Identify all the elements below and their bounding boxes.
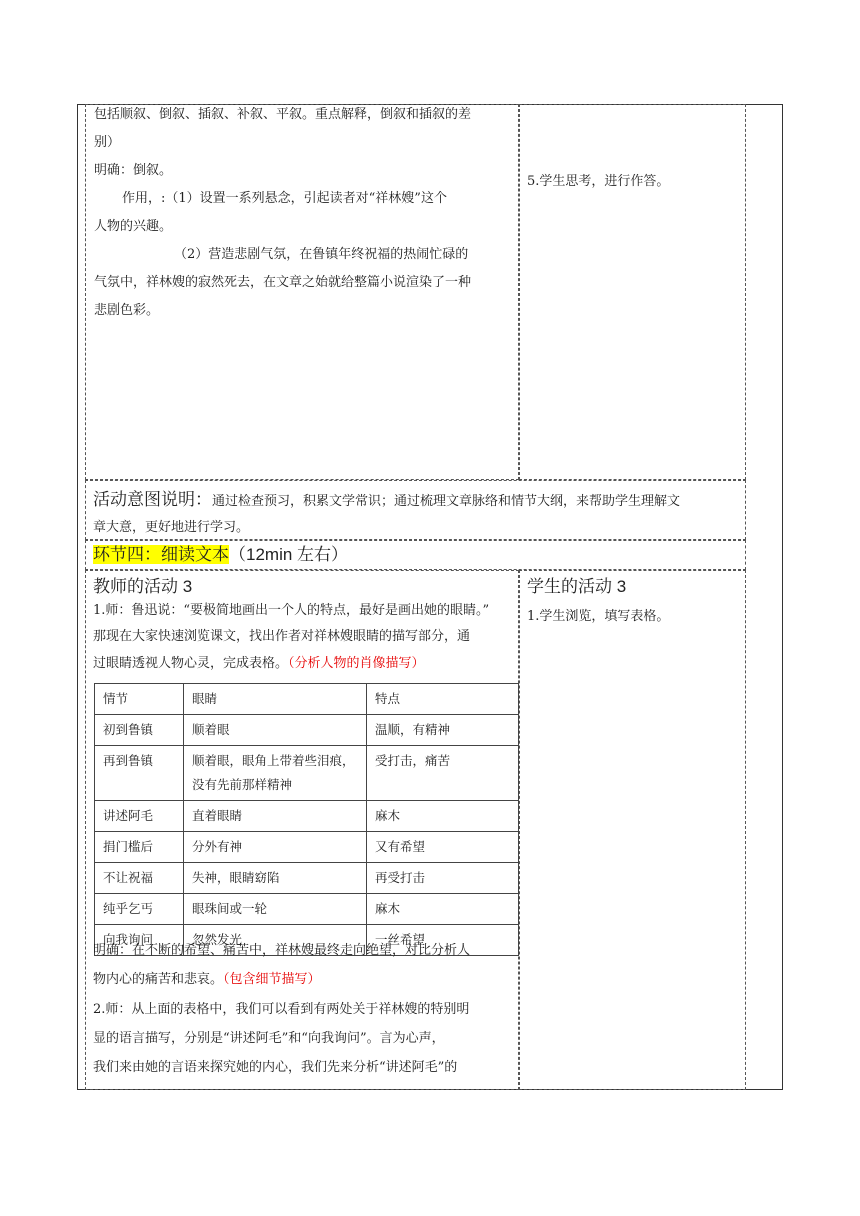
teacher-p2-line1: 明确：在不断的希望、痛苦中，祥林嫂最终走向绝望，对比分析人: [93, 943, 471, 958]
table-cell: 捐门槛后: [95, 832, 184, 863]
intent-block: [93, 486, 680, 516]
table-cell: 分外有神: [184, 832, 367, 863]
table-header: 情节: [95, 684, 184, 715]
table-cell: 不让祝福: [95, 863, 184, 894]
student-activity-text: 1.学生浏览，填写表格。: [527, 609, 670, 624]
teacher-p1-line2: 那现在大家快速浏览课文，找出作者对祥林嫂眼睛的描写部分，通: [93, 629, 471, 644]
portrait-note: （分析人物的肖像描写）: [288, 656, 425, 671]
upper-line-5: 人物的兴趣。: [94, 219, 173, 234]
table-cell: 又有希望: [367, 832, 519, 863]
teacher-p2-line2: 物内心的痛苦和悲哀。（包含细节描写）: [93, 972, 321, 987]
table-cell: 向我询问: [95, 925, 184, 956]
upper-line-2: 别）: [94, 135, 121, 150]
table-row: [95, 746, 519, 801]
upper-line-8: 悲剧色彩。: [94, 303, 160, 318]
table-header: 眼睛: [184, 684, 367, 715]
section-time: （12min 左右）: [229, 545, 349, 564]
table-cell: 眼珠间或一轮: [184, 894, 367, 925]
upper-line-7: 气氛中，祥林嫂的寂然死去，在文章之始就给整篇小说渲染了一种: [94, 275, 472, 290]
table-cell: 忽然发光: [184, 925, 367, 956]
upper-line-4: 作用，:（1）设置一系列悬念，引起读者对“祥林嫂”这个: [122, 191, 447, 206]
upper-line-1: 包括顺叙、倒叙、插叙、补叙、平叙。重点解释，倒叙和插叙的差: [94, 107, 472, 122]
table-row: [95, 894, 519, 925]
table-row: [95, 863, 519, 894]
table-row: [95, 832, 519, 863]
teacher-p1-line1: 1.师：鲁迅说：“要极简地画出一个人的特点，最好是画出她的眼睛。”: [93, 603, 490, 618]
teacher-p3-line1: 2.师：从上面的表格中，我们可以看到有两处关于祥林嫂的特别明: [93, 1002, 470, 1017]
table-header-row: [95, 684, 519, 715]
intent-text-2: 章大意，更好地进行学习。: [93, 520, 250, 535]
upper-line-6: （2）营造悲剧气氛，在鲁镇年终祝福的热闹忙碌的: [174, 247, 469, 262]
table-cell: 顺着眼，眼角上带着些泪痕，没有先前那样精神: [184, 746, 367, 801]
table-cell: 一丝希望: [367, 925, 519, 956]
teacher-p3-line3: 我们来由她的言语来探究她的内心，我们先来分析“讲述阿毛”的: [93, 1060, 458, 1075]
section-label: 环节四：细读文本: [93, 545, 229, 564]
student-cell: [519, 570, 746, 1090]
teacher-heading: 教师的活动 3: [93, 577, 193, 596]
student-heading: 学生的活动 3: [527, 577, 627, 596]
table-cell: 麻木: [367, 894, 519, 925]
table-cell: 顺着眼: [184, 715, 367, 746]
upper-right-cell: [519, 104, 746, 480]
teacher-p3-line2: 显的语言描写，分别是“讲述阿毛”和“向我询问”。言为心声，: [93, 1031, 445, 1046]
table-cell: 初到鲁镇: [95, 715, 184, 746]
table-row: [95, 715, 519, 746]
table-cell: 受打击，痛苦: [367, 746, 519, 801]
table-cell: 纯乎乞丐: [95, 894, 184, 925]
section-heading: [93, 542, 348, 568]
intent-label: 活动意图说明：: [93, 490, 212, 509]
upper-line-3: 明确：倒叙。: [94, 163, 173, 178]
table-cell: 再受打击: [367, 863, 519, 894]
teacher-p1-line3: 过眼睛透视人物心灵，完成表格。（分析人物的肖像描写）: [93, 656, 425, 671]
table-cell: 失神，眼睛窈陷: [184, 863, 367, 894]
intent-text-1: 通过检查预习，积累文学常识；通过梳理文章脉络和情节大纲，来帮助学生理解文: [212, 494, 681, 509]
table-cell: 讲述阿毛: [95, 801, 184, 832]
table-cell: 温顺，有精神: [367, 715, 519, 746]
table-cell: 再到鲁镇: [95, 746, 184, 801]
table-cell: 麻木: [367, 801, 519, 832]
table-row: [95, 801, 519, 832]
table-header: 特点: [367, 684, 519, 715]
detail-note: （包含细节描写）: [223, 972, 321, 987]
table-cell: 直着眼睛: [184, 801, 367, 832]
student-answer-5: 5.学生思考，进行作答。: [527, 174, 670, 189]
eye-description-table: [94, 683, 519, 956]
